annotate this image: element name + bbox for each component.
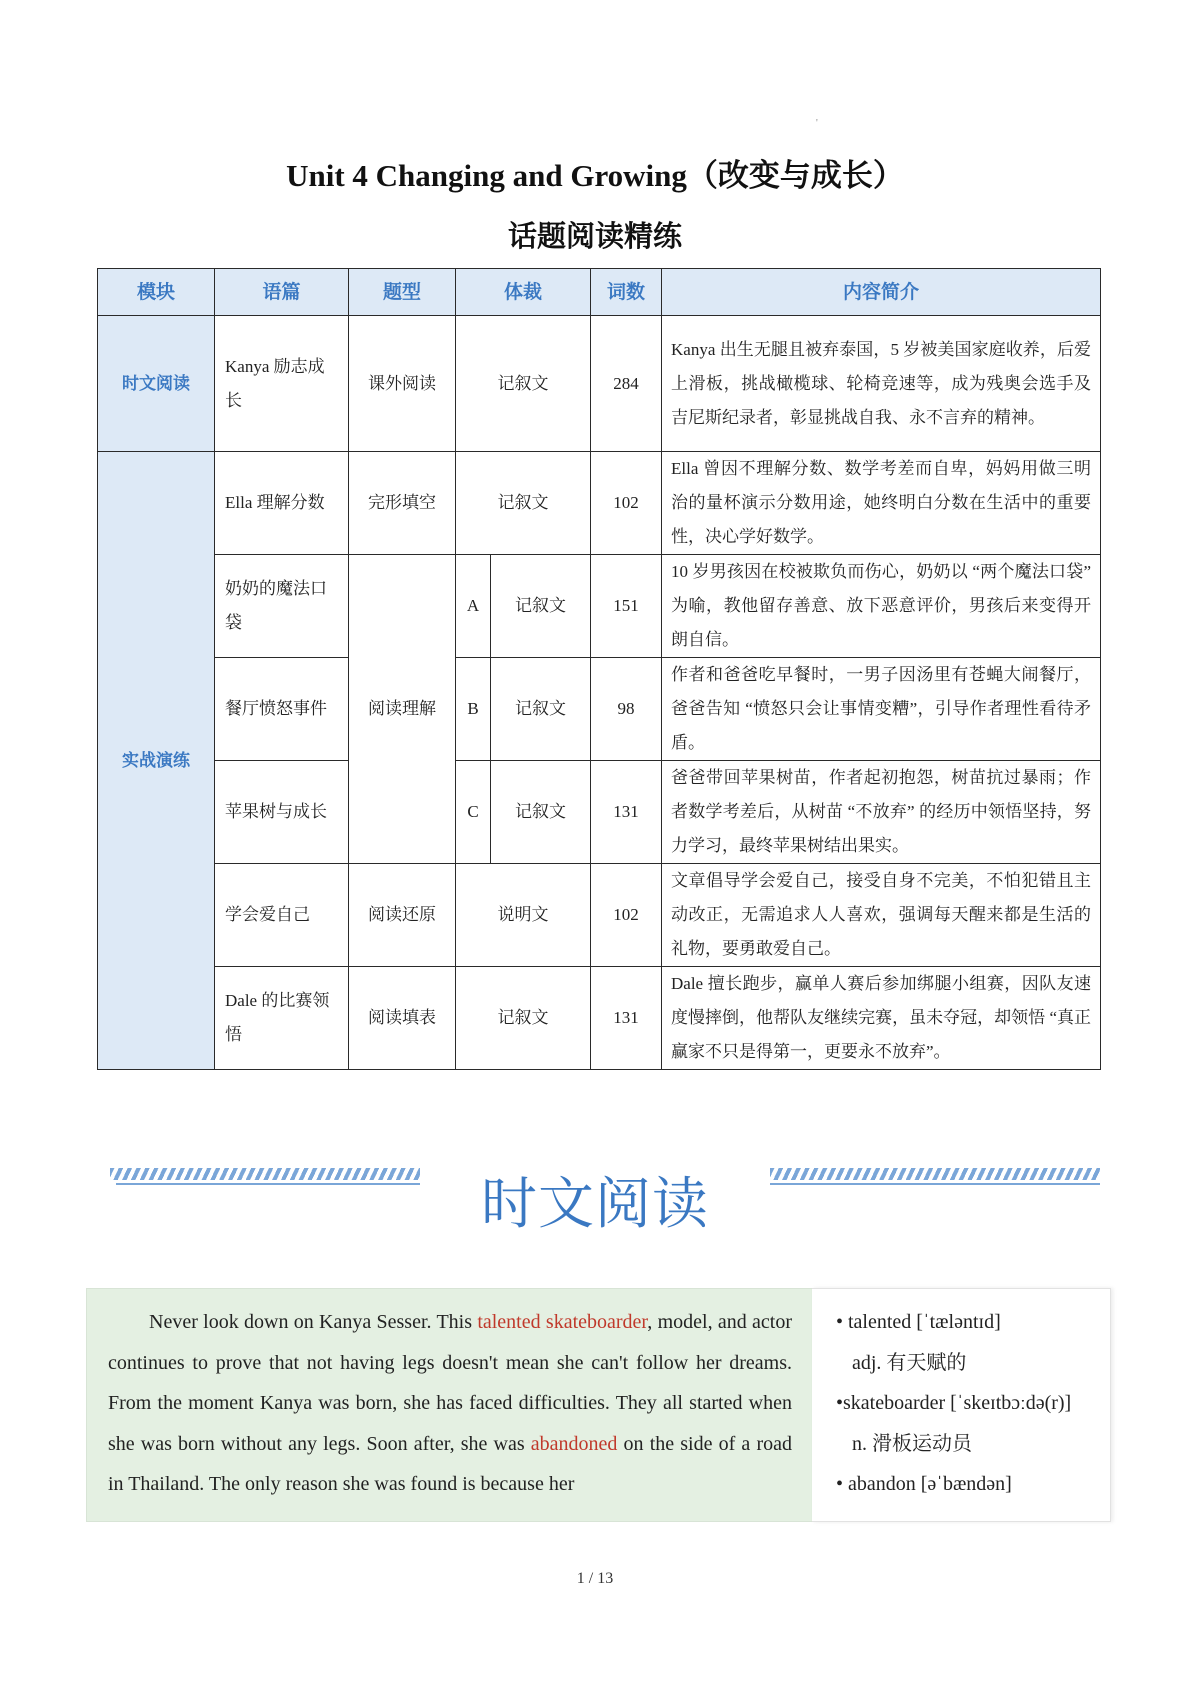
passage-cell: Ella 理解分数 (215, 452, 349, 555)
reading-passage (108, 1302, 792, 1505)
words-cell: 131 (591, 761, 662, 864)
type-cell: 阅读填表 (349, 967, 456, 1070)
passage-cell: Kanya 励志成长 (215, 316, 349, 452)
module-cell: 实战演练 (98, 452, 215, 1070)
section-title: 时文阅读 (481, 1172, 709, 1237)
table-row (98, 658, 1101, 761)
highlighted-word: abandoned (530, 1432, 618, 1455)
intro-cell: 爸爸带回苹果树苗，作者起初抱怨，树苗抗过暴雨；作者数学考差后，从树苗 “不放弃” 的经历中领悟坚持，努力学习，最终苹果树结出果实。 (662, 761, 1101, 864)
intro-cell: Kanya 出生无腿且被弃泰国，5 岁被美国家庭收养，后爱上滑板，挑战橄榄球、轮椅竞速等，成为残奥会选手及吉尼斯纪录者，彰显挑战自我、永不言弃的精神。 (662, 316, 1101, 452)
type-cell: 完形填空 (349, 452, 456, 555)
intro-cell: Ella 曾因不理解分数、数学考差而自卑，妈妈用做三明治的量杯演示分数用途，她终明白分数在生活中的重要性，决心学好数学。 (662, 452, 1101, 555)
type-cell: 阅读理解 (349, 555, 456, 864)
genre-cell: 记叙文 (491, 658, 591, 761)
overview-table (97, 268, 1101, 1070)
genre-cell: 说明文 (456, 864, 591, 967)
passage-cell: Dale 的比赛领悟 (215, 967, 349, 1070)
passage-cell: 学会爱自己 (215, 864, 349, 967)
words-cell: 151 (591, 555, 662, 658)
genre-cell: 记叙文 (456, 967, 591, 1070)
genre-cell: 记叙文 (456, 316, 591, 452)
vocab-entry: •skateboarder [ˈskeɪtbɔːdə(r)] (836, 1392, 1072, 1415)
passage-text: , model, and actor continues to prove that not having legs doesn't mean she can't follow her dreams. From the moment Kanya was born, she has faced difficulties. They all started when she was born without any legs. Soon after, she was (108, 1311, 793, 1455)
passage-text: Never look down on Kanya Sesser. This (149, 1311, 478, 1333)
table-row (98, 967, 1101, 1070)
intro-cell: 10 岁男孩因在校被欺负而伤心，奶奶以 “两个魔法口袋” 为喻，教他留存善意、放下恶意评价，男孩后来变得开朗自信。 (662, 555, 1101, 658)
words-cell: 102 (591, 452, 662, 555)
table-header-row (98, 269, 1101, 316)
genre-cell: 记叙文 (491, 761, 591, 864)
passage-cell: 苹果树与成长 (215, 761, 349, 864)
vocab-definition: n. 滑板运动员 (852, 1432, 972, 1455)
vocab-definition: adj. 有天赋的 (852, 1351, 967, 1374)
page-number: 1 / 13 (576, 1570, 614, 1587)
stray-mark: ' (816, 118, 818, 129)
genre-cell: 记叙文 (456, 452, 591, 555)
words-cell: 102 (591, 864, 662, 967)
highlighted-word: talented skateboarder (477, 1311, 648, 1333)
header-intro: 内容简介 (662, 269, 1101, 316)
letter-cell: B (456, 658, 491, 761)
page-title: Unit 4 Changing and Growing（改变与成长） (286, 158, 904, 193)
page-subtitle: 话题阅读精练 (507, 219, 682, 253)
letter-cell: C (456, 761, 491, 864)
intro-cell: Dale 擅长跑步，赢单人赛后参加绑腿小组赛，因队友速度慢摔倒，他帮队友继续完赛，虽未夺冠，却领悟 “真正赢家不只是得第一，更要永不放弃”。 (662, 967, 1101, 1070)
genre-cell: 记叙文 (491, 555, 591, 658)
words-cell: 131 (591, 967, 662, 1070)
table-row (98, 316, 1101, 452)
module-cell: 时文阅读 (98, 316, 215, 452)
header-words: 词数 (591, 269, 662, 316)
letter-cell: A (456, 555, 491, 658)
table-row (98, 555, 1101, 658)
table-row (98, 452, 1101, 555)
passage-cell: 餐厅愤怒事件 (215, 658, 349, 761)
type-cell: 课外阅读 (349, 316, 456, 452)
vocab-entry: • talented [ˈtæləntɪd] (836, 1311, 1001, 1333)
header-module: 模块 (98, 269, 215, 316)
header-passage: 语篇 (215, 269, 349, 316)
passage-cell: 奶奶的魔法口袋 (215, 555, 349, 658)
passage-text: on the side of a road in Thailand. The only reason she was found is because her (108, 1432, 792, 1496)
table-row (98, 864, 1101, 967)
type-cell: 阅读还原 (349, 864, 456, 967)
intro-cell: 文章倡导学会爱自己，接受自身不完美，不怕犯错且主动改正，无需追求人人喜欢，强调每天醒来都是生活的礼物，要勇敢爱自己。 (662, 864, 1101, 967)
intro-cell: 作者和爸爸吃早餐时，一男子因汤里有苍蝇大闹餐厅，爸爸告知 “愤怒只会让事情变糟”，引导作者理性看待矛盾。 (662, 658, 1101, 761)
words-cell: 98 (591, 658, 662, 761)
words-cell: 284 (591, 316, 662, 452)
vocab-entry: • abandon [əˈbændən] (836, 1473, 1012, 1496)
header-type: 题型 (349, 269, 456, 316)
vocabulary-list (836, 1302, 1106, 1505)
header-genre: 体裁 (456, 269, 591, 316)
table-row (98, 761, 1101, 864)
